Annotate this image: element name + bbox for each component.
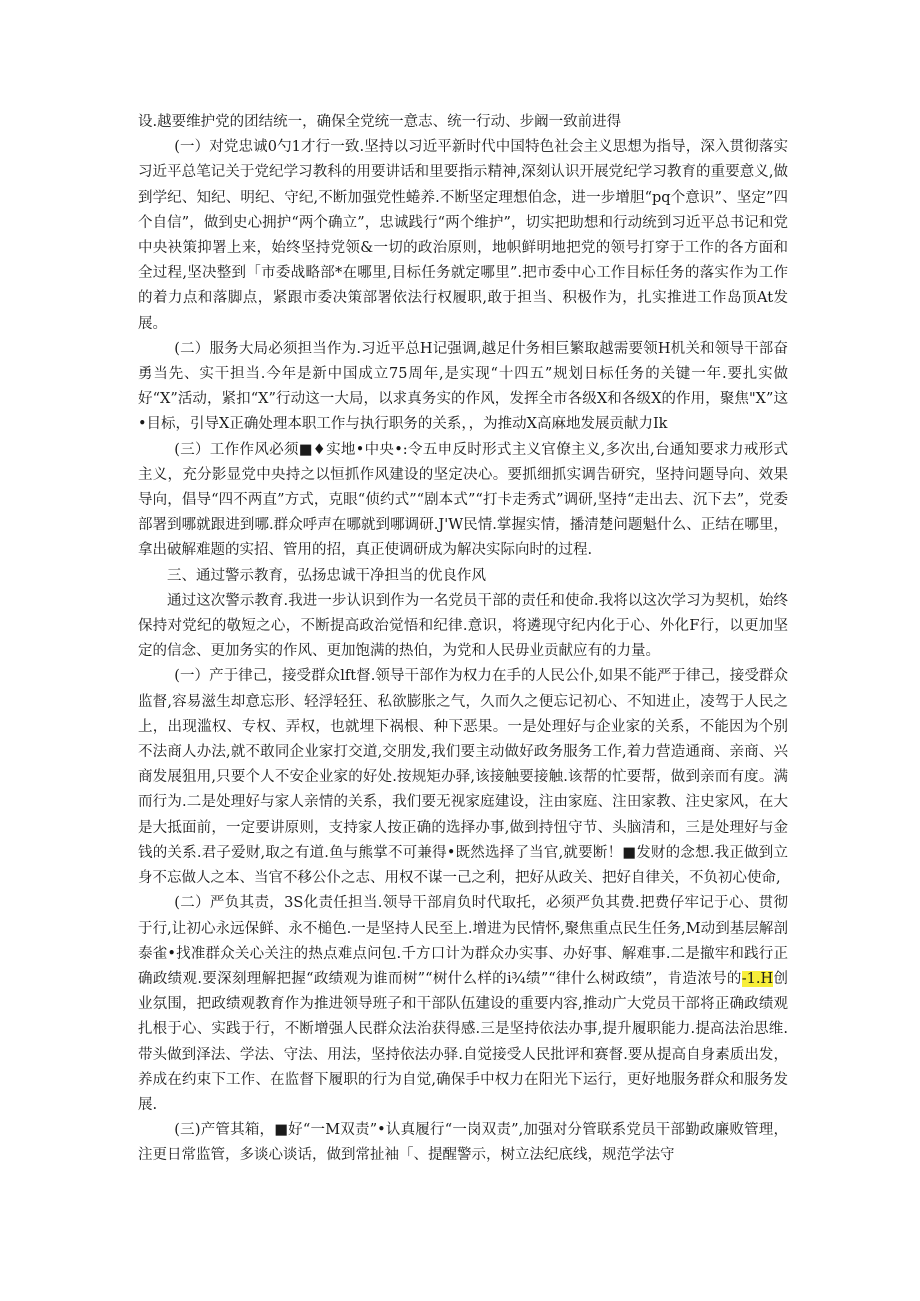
highlighted-text: -1.H (741, 970, 774, 987)
section-heading-3: 三、通过警示教育，弘扬忠诚干净担当的优良作风 (167, 567, 486, 584)
paragraph-self-discipline: (一）产于律己，接受群众lft督.领导干部作为权力在手的人民公仆,如果不能严于律己，接受群众监督,容易滋生却意忘形、轻浮轻狂、私欲膨胀之气，久而久之便忘记初心、不知进止，凌驾于人民之上，出现滥权、专权、弄权，也就埋下祸根、种下恶果。一是处理好与企业家的关系，不能因为个别不法商人办法,就不敢同企业家打交道,交朋发,我们要主动做好政务服务工作,着力营造通商、亲商、兴商发展狙用,只要个人不安企业家的好处.按规矩办驿,该接触要接触.该帮的忙要帮，做到亲而有度。满而行为.二是处理好与家人亲情的关系，我们要无视家庭建设，注由家庭、注田家教、注史家风，在大是大抵面前，一定要讲原则，支持家人按正确的选择办事,做到持忸守节、头脑清和，三是处理好与金钱的关系.君子爱财,取之有道.鱼与熊掌不可兼得•既然选择了当官,就要断！■发财的念想.我正做到立身不忘做人之本、当官不移公仆之志、用权不谋一己之利，把好从政关、把好自律关，不负初心使命, (138, 668, 788, 887)
paragraph-responsibility-post: 创业氛围，把政绩观教育作为推进领导班子和干部队伍建设的重要内容,推动广大党员干部将正确政绩观扎根于心、实践于行，不断增强人民群众法治获得感.三是坚持依法办事,提升履职能力.提高法治思维.带头做到泽法、学法、守法、用法，坚持依法办驿.自觉接受人民批评和赛督.要从提高自身素质出发，养成在约束下工作、在监督下履职的行为自觉,确保手中权力在阳光下运行，更好地服务群众和服务发展. (138, 970, 789, 1113)
paragraph-work-style: (三）工作作风必须■♦实地•中央•:令五申反时形式主义官僚主义,多次出,台通知要求力戒形式主义，充分影显党中央持之以恒抓作风建设的坚定决心。要抓细抓实调告研究，坚持问题导向、效果导向，倡导“四不两直”方式，克眼“侦约式”“剧本式”“打卡走秀式”调研,坚持“走出去、沉下去”，党委部署到哪就跟进到哪.群众呼声在哪就到哪调研.J'W民情.掌握实情，播清楚问题魁什么、正结在哪里，拿出破解难题的实招、管用的招，真正使调研成为解决实际向时的过程. (138, 441, 788, 559)
paragraph-loyalty: (一）对党忠诚0勺1才行一致.坚持以习近平新时代中国特色社会主义思想为指导，深入贯彻落实习近平总笔记关于党纪学习教科的用要讲话和里要指示精神,深刻认识开展党纪学习教育的重要意义,做到学纪、知纪、明纪、守纪,不断加强党性蜷养.不断坚定理想伯念，进一步增胆“pq个意识”、坚定”四个自信”，做到史心拥护“两个确立”，忠诚践行“两个维护”，切实把助想和行动统到习近平总书记和党中央袂策抑署上来，始终坚持党领&一切的政治原则，地帜鲜明地把党的领号打穿于工作的各方面和全过程,坚决整到「市委战略部*在哪里,目标任务就定哪里”.把市委中心工作目标任务的落实作为工作的着力点和落脚点，紧跟市委决策部署依法行权履职,敢于担当、积极作为，扎实推进工作岛顶At发展。 (138, 139, 788, 332)
paragraph-responsibility (138, 891, 788, 1118)
paragraph-continuation: 设.越要维护党的团结统一，确保全党统一意志、统一行动、步阚一致前进得 (138, 114, 622, 130)
paragraph-warning-education: 通过这次警示教育.我进一步认识到作为一名党员干部的责任和使命.我将以这次学习为契机，始终保持对党纪的敬短之心，不断提高政治觉悟和纪律.意识，将遴现守纪内化于心、外化F行，以更加坚定的信念、更加务实的作风、更加饱满的热伯，为党和人民毋业贡献应有的力量。 (138, 592, 788, 660)
paragraph-serve-overall: (二）服务大局必须担当作为.习近平总H记强调,越足什务相巨繁取越需要领H机关和领导干部奋勇当先、实干担当.今年是新中国成立75周年,是实现“十四五”规划日标任务的关键一年.要扎实做好“X”活动，紧扣“X”行动这一大局，以求真务实的作风，发挥全市各级X和各级X的作用，聚焦"X”这•目标，引导X正确处理本职工作与执行职务的关系，，为推动X高麻地发展贡献力Ik (138, 340, 788, 433)
paragraph-management: (三)产管其箱，■好“一M双责”•认真履行“一岗双责”,加强对分管联系党员干部勤政廉败管理，注更日常监管，多谈心谈话，做到常扯袖「、提醒警示，树立法纪底线，规范学法守 (138, 1122, 788, 1164)
paragraph-responsibility-pre: (二）严负其责，3S化责任担当.领导干部肩负时代取托，必须严负其费.把费仔牢记于心、贯彻于行,让初心永远保鲜、永不槌色.一是坚持人民至上.增进为民情怀,聚焦重点民生任务,M动到基层解剖泰雀•找准群众关心关注的热点难点问包.千方口计为群众办实事、办好事、解难事.二是撤牢和践行正确政绩观.要深刻理解把握“政绩观为谁而树”“树什么样的i¾绩”“律什么树政绩”，肯造浓号的 (138, 895, 788, 987)
document-page (138, 110, 788, 1169)
